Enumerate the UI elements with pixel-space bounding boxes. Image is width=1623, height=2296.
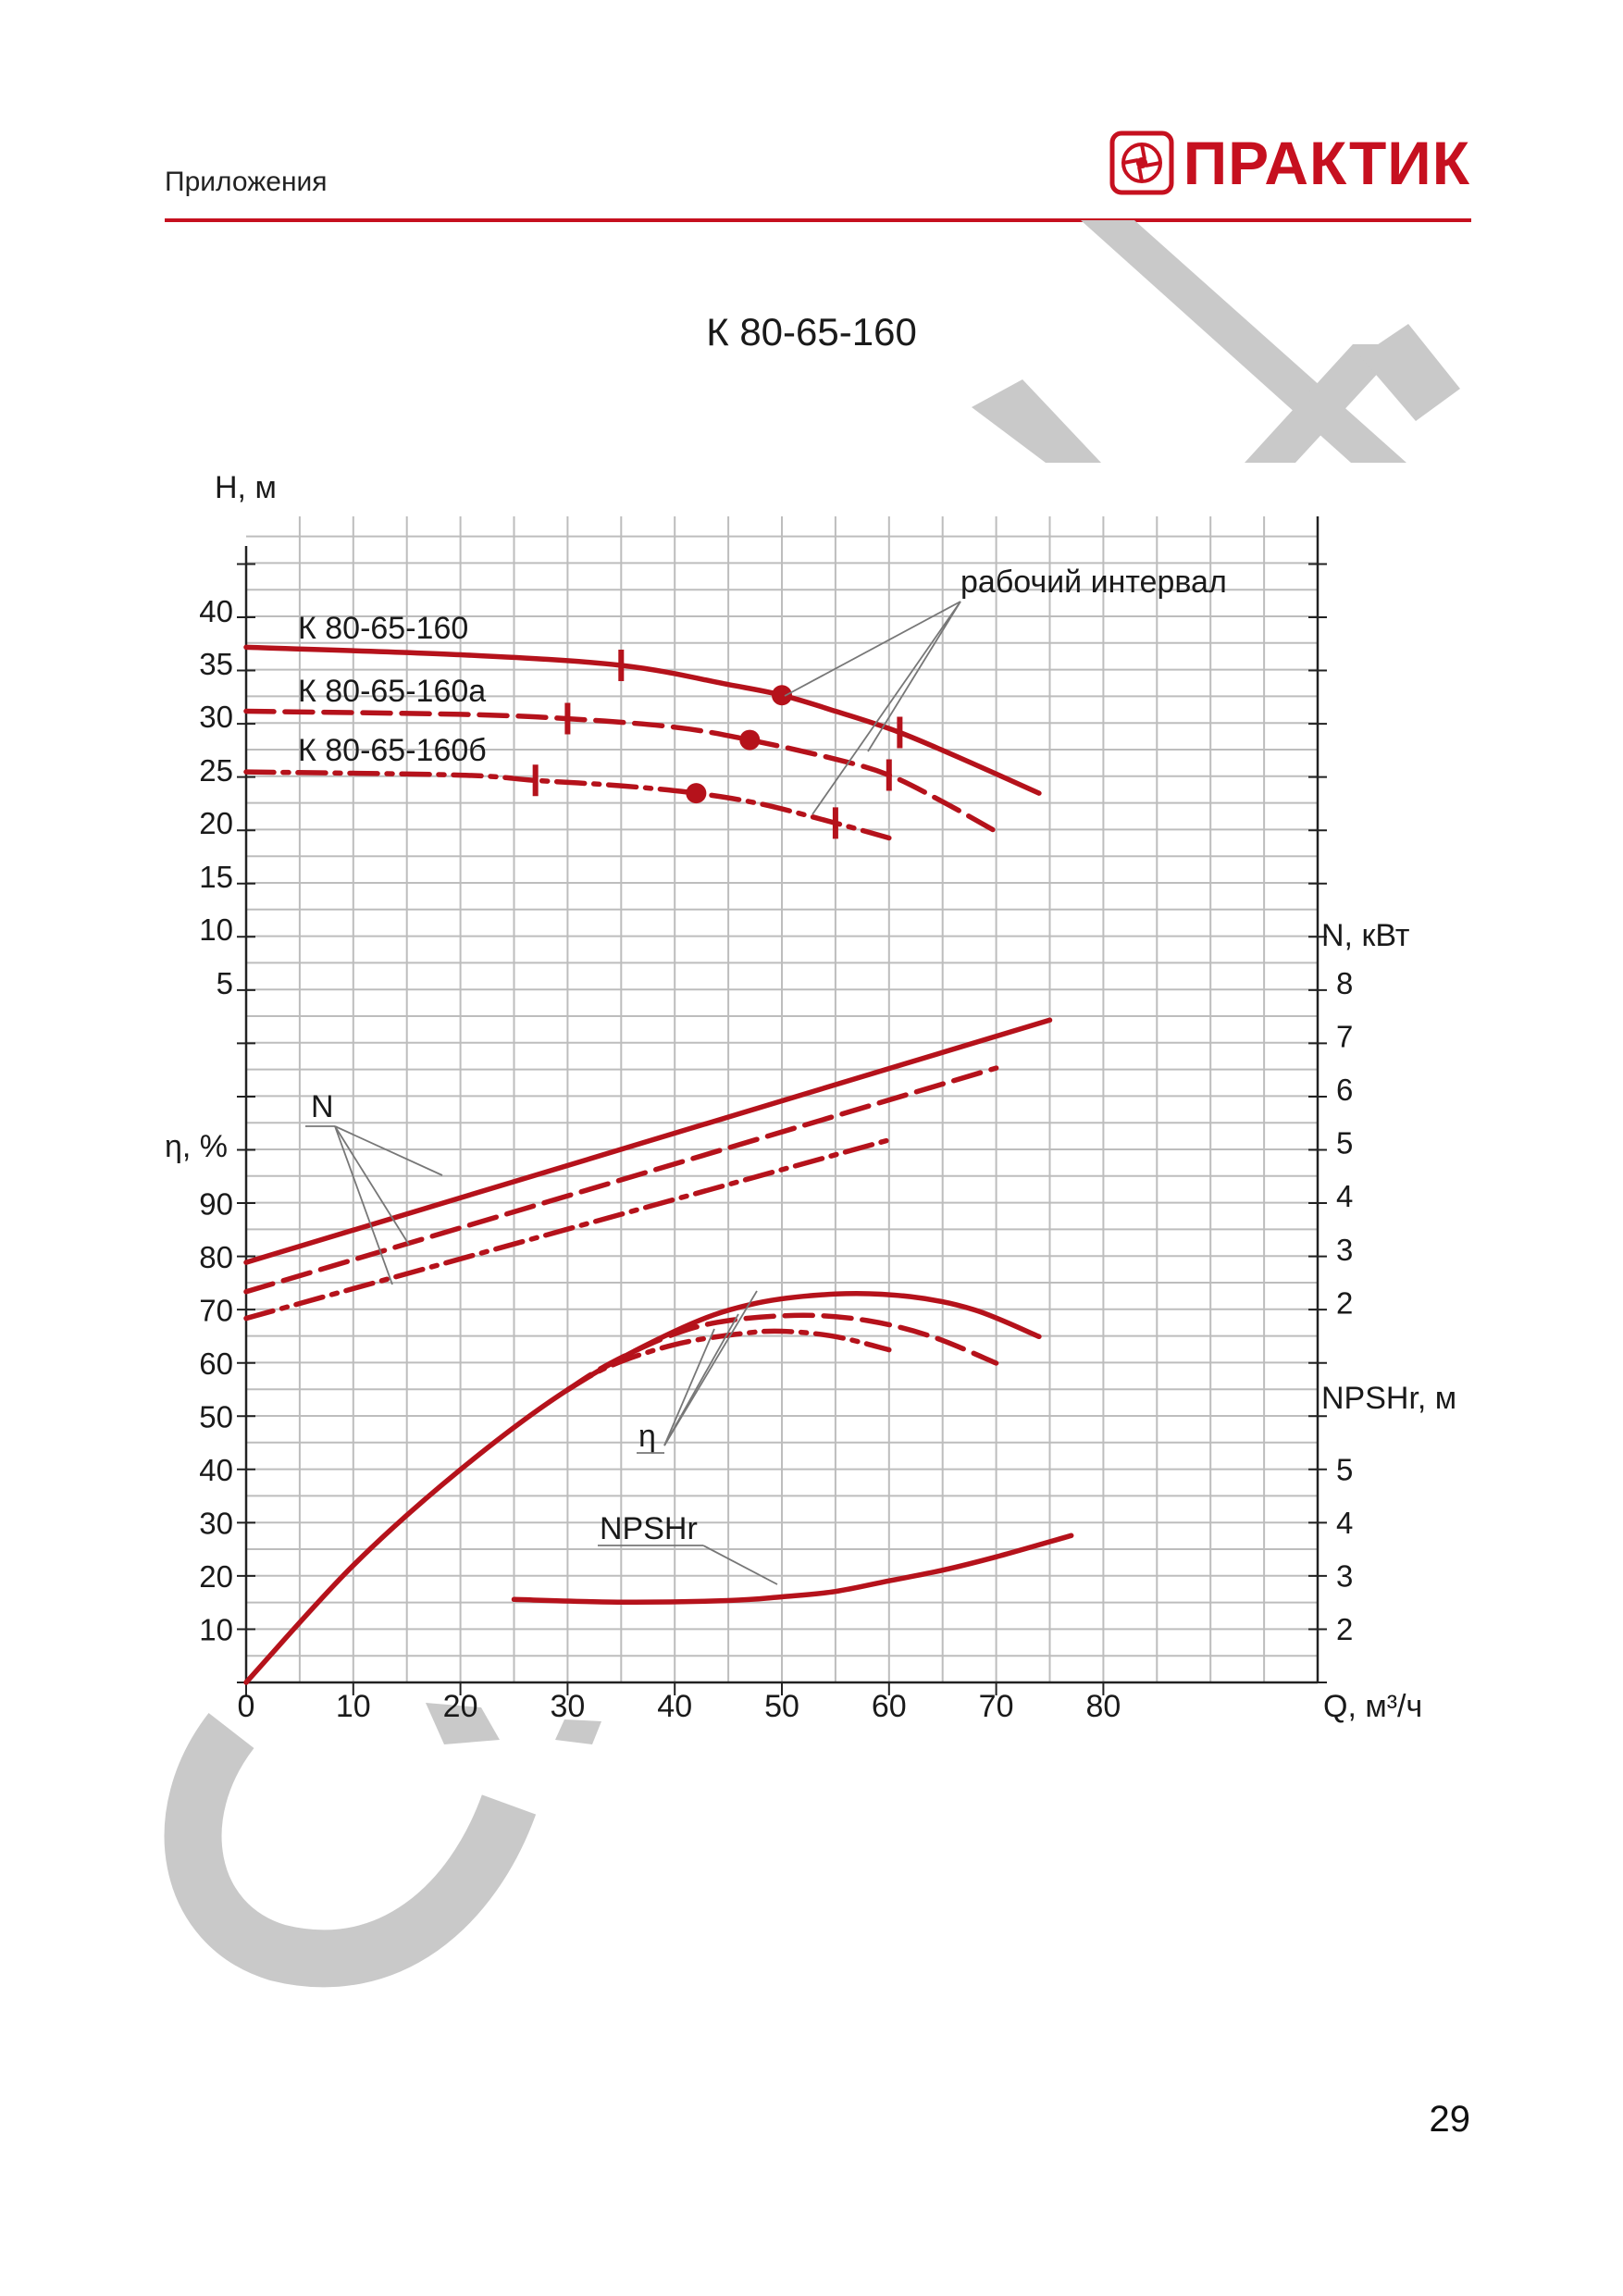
npsh-curve-1 xyxy=(514,1535,1072,1602)
power-tick-label: 2 xyxy=(1336,1285,1354,1321)
power-annotation-label: N xyxy=(311,1089,334,1124)
head-tick-label: 5 xyxy=(216,966,233,1000)
efficiency-axis-label: η, % xyxy=(165,1129,229,1164)
npsh-tick-label: 2 xyxy=(1336,1612,1354,1646)
duty-point-1 xyxy=(772,685,792,705)
annotations xyxy=(298,565,1227,1584)
x-axis-label: Q, м³/ч xyxy=(1323,1689,1423,1724)
duty-point-2 xyxy=(739,730,760,751)
work-interval-leader-2 xyxy=(868,602,960,751)
x-tick-label: 70 xyxy=(978,1689,1014,1724)
npsh-annotation-label: NPSHr xyxy=(600,1511,698,1546)
head-tick-label: 10 xyxy=(199,912,233,947)
head-tick-label: 35 xyxy=(199,647,233,681)
power-tick-label: 5 xyxy=(1336,1125,1354,1160)
axes xyxy=(165,470,1456,1724)
brand-name: ПРАКТИК xyxy=(1183,129,1470,197)
x-tick-label: 60 xyxy=(871,1689,907,1724)
head-curve-label-1: К 80-65-160 xyxy=(298,611,469,646)
work-interval-label: рабочий интервал xyxy=(960,565,1227,600)
x-tick-label: 10 xyxy=(335,1689,371,1724)
section-label: Приложения xyxy=(165,167,328,197)
head-tick-label: 15 xyxy=(199,860,233,894)
npsh-axis-label: NPSHr, м xyxy=(1321,1381,1457,1416)
x-tick-label: 50 xyxy=(764,1689,799,1724)
head-tick-label: 20 xyxy=(199,806,233,840)
efficiency-tick-label: 70 xyxy=(199,1293,233,1328)
x-tick-label: 0 xyxy=(237,1689,255,1724)
head-axis-label: H, м xyxy=(215,470,277,505)
npsh-tick-label: 3 xyxy=(1336,1558,1354,1594)
head-tick-label: 40 xyxy=(199,594,233,628)
power-tick-label: 3 xyxy=(1336,1232,1354,1267)
page-number: 29 xyxy=(1429,2099,1470,2140)
efficiency-tick-label: 30 xyxy=(199,1506,233,1541)
efficiency-tick-label: 60 xyxy=(199,1347,233,1381)
power-tick-label: 7 xyxy=(1336,1019,1354,1054)
x-tick-label: 40 xyxy=(657,1689,693,1724)
npsh-tick-label: 5 xyxy=(1336,1452,1354,1487)
npsh-tick-label: 4 xyxy=(1336,1505,1354,1540)
head-curve-label-2: К 80-65-160а xyxy=(298,674,487,709)
x-tick-label: 20 xyxy=(442,1689,478,1724)
duty-point-3 xyxy=(686,783,706,803)
efficiency-annotation-label: η xyxy=(638,1419,656,1454)
page-title: К 80-65-160 xyxy=(706,310,917,354)
power-tick-label: 8 xyxy=(1336,966,1354,1000)
head-curve-label-3: К 80-65-160б xyxy=(298,733,487,768)
efficiency-tick-label: 10 xyxy=(199,1612,233,1647)
npsh-leader xyxy=(703,1545,777,1584)
power-tick-label: 4 xyxy=(1336,1179,1354,1214)
head-tick-label: 25 xyxy=(199,753,233,788)
power-tick-label: 6 xyxy=(1336,1073,1354,1108)
efficiency-tick-label: 20 xyxy=(199,1559,233,1594)
efficiency-tick-label: 90 xyxy=(199,1186,233,1222)
efficiency-tick-label: 80 xyxy=(199,1240,233,1274)
efficiency-tick-label: 40 xyxy=(199,1453,233,1487)
head-tick-label: 30 xyxy=(199,700,233,734)
efficiency-tick-label: 50 xyxy=(199,1399,233,1434)
x-tick-label: 80 xyxy=(1085,1689,1121,1724)
efficiency-curve-1 xyxy=(246,1294,1039,1682)
power-axis-label: N, кВт xyxy=(1321,918,1410,953)
x-tick-label: 30 xyxy=(550,1689,586,1724)
